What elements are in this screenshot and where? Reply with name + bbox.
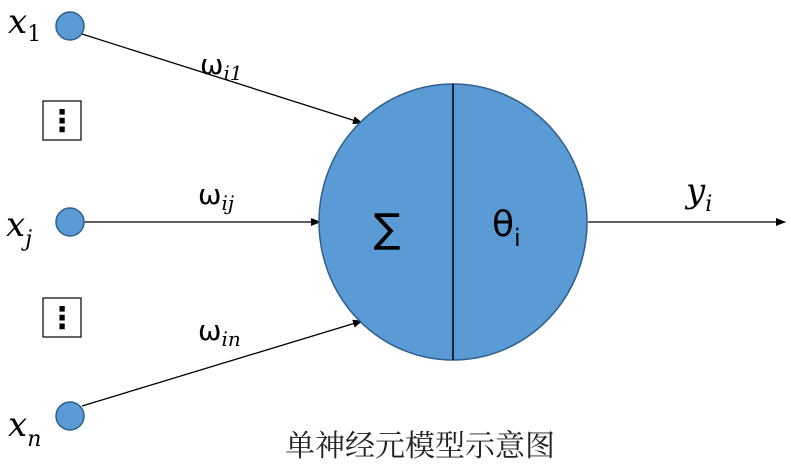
weight-label-i1: $\omega_{i1}$ [200,48,243,85]
weight-label-in: $\omega_{in}$ [198,314,241,351]
input-label-1: $x_1$ [8,2,42,47]
input-label-n: $x_n$ [8,405,42,452]
input-node-1 [56,12,84,40]
summation-symbol: ∑ [373,206,401,252]
weight-label-ij: $\omega_{ij}$ [198,178,235,215]
threshold-label: $\theta_i$ [492,204,521,252]
svg-text:⋮: ⋮ [47,301,77,336]
svg-text:⋮: ⋮ [47,104,77,139]
output-label: $y_i$ [686,171,713,217]
input-node-n [56,402,84,430]
ellipsis-box-upper [43,101,81,140]
ellipsis-box-lower [43,298,81,337]
input-node-j [56,208,84,236]
input-label-j: $x_j$ [6,205,33,252]
diagram-caption: 单神经元模型示意图 [285,429,555,464]
